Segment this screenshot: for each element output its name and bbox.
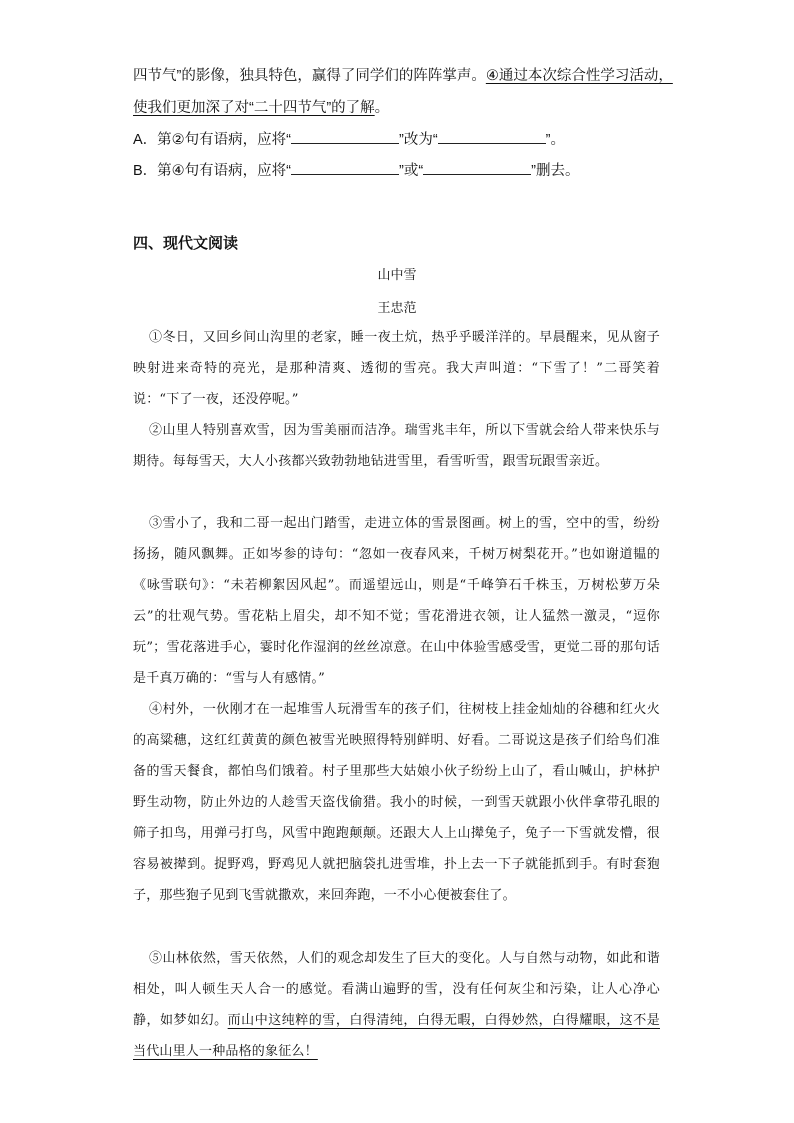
option-a — [133, 130, 565, 150]
question-line-2 — [133, 98, 389, 118]
option-a-text: ”。 — [545, 132, 566, 148]
option-a-text: ”改为“ — [399, 132, 438, 148]
answer-blank[interactable] — [291, 130, 399, 144]
option-b-text: ”删去。 — [531, 163, 580, 179]
option-b — [133, 161, 580, 181]
article-author: 王忠范 — [377, 301, 417, 316]
section-heading: 四、现代文阅读 — [133, 235, 239, 252]
article-title: 山中雪 — [377, 268, 417, 283]
question-line-1 — [133, 66, 673, 86]
answer-blank[interactable] — [438, 130, 546, 144]
answer-blank[interactable] — [423, 161, 531, 175]
paragraph-2: ②山里人特别喜欢雪，因为雪美丽而洁净。瑞雪兆丰年，所以下雪就会给人带来快乐与期待。每每雪天，大人小孩都兴致勃勃地钻进雪里，看雪听雪，跟雪玩跟雪亲近。 — [133, 423, 660, 469]
paragraph-4: ④村外，一伙刚才在一起堆雪人玩滑雪车的孩子们，往树枝上挂金灿灿的谷穗和红火火的高粱穗，这红红黄黄的颜色被雪光映照得特别鲜明、好看。二哥说这是孩子们给鸟们准备的雪天餐食，都怕鸟们饿着。村子里那些大姑娘小伙子纷纷上山了，看山喊山，护林护野生动物，防止外边的人趁雪天盗伐偷猎。我小的时候，一到雪天就跟小伙伴拿带孔眼的筛子扣鸟，用弹弓打鸟，风雪中跑跑颠颠。还跟大人上山撵兔子，兔子一下雪就发懵，很容易被撵到。捉野鸡，野鸡见人就把脑袋扎进雪堆，扑上去一下子就能抓到手。有时套狍子，那些狍子见到飞雪就撒欢，来回奔跑，一不小心便被套住了。 — [133, 702, 660, 903]
option-b-text: B．第④句有语病，应将“ — [133, 163, 291, 179]
underlined-sentence: ④通过本次综合性学习活动， — [485, 68, 673, 84]
paragraph-5-text: ⑤山林依然，雪天依然，人们的观念却发生了巨大的变化。人与自然与动物，如此和谐相处，叫人顿生天人合一的感觉。看满山遍野的雪，没有任何灰尘和污染，让人心净心静，如梦如幻。 — [133, 951, 660, 1028]
paragraph-1: ①冬日，又回乡间山沟里的老家，睡一夜土炕，热乎乎暖洋洋的。早晨醒来，见从窗子映射进来奇特的亮光，是那种清爽、透彻的雪亮。我大声叫道：“下雪了！”二哥笑着说：“下了一夜，还没停呢。” — [133, 330, 660, 407]
paragraph-3: ③雪小了，我和二哥一起出门踏雪，走进立体的雪景图画。树上的雪，空中的雪，纷纷扬扬，随风飘舞。正如岑参的诗句：“忽如一夜春风来，千树万树梨花开。”也如谢道韫的《咏雪联句》：“未若柳絮因风起”。而遥望远山，则是“千峰笋石千株玉，万树松萝万朵云”的壮观气势。雪花粘上眉尖，却不知不觉；雪花滑进衣领，让人猛然一激灵，“逗你玩”；雪花落进手心，霎时化作湿润的丝丝凉意。在山中体验雪感受雪，更觉二哥的那句话是千真万确的：“雪与人有感情。” — [133, 516, 660, 686]
question-text: 四节气”的影像，独具特色，赢得了同学们的阵阵掌声。 — [133, 68, 486, 84]
paragraph-5 — [133, 943, 660, 1067]
question-text: 。 — [374, 100, 390, 116]
underlined-sentence: 而山中这纯粹的雪，白得清纯，白得无暇，白得妙然，白得耀眼，这不是当代山里人一种品格的象征么！ — [133, 1013, 660, 1059]
option-a-text: A．第②句有语病，应将“ — [133, 132, 291, 148]
underlined-sentence: 使我们更加深了对“二十四节气”的了解 — [133, 100, 375, 116]
option-b-text: ”或“ — [399, 163, 424, 179]
answer-blank[interactable] — [291, 161, 399, 175]
